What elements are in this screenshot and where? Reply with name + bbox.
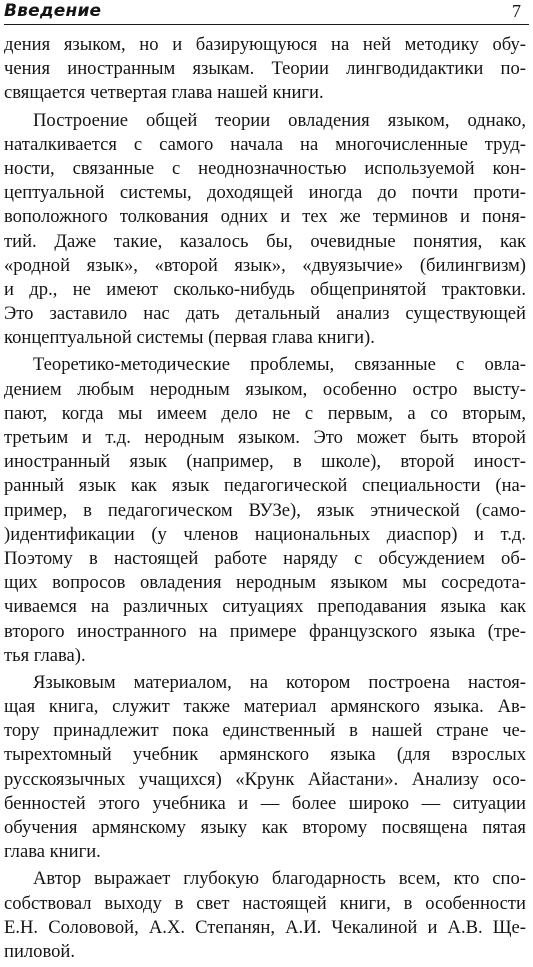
paragraph: [4, 109, 526, 351]
text-line: тору принадлежит пока единственный в нашей стране че-: [4, 720, 526, 742]
text-line: и др., не имеют сколько-нибудь общепринятой трактовки.: [4, 278, 526, 300]
text-line: обучения армянскому языку как второму посвящена пятая: [4, 817, 526, 838]
text-line: воположного толкования одних и тех же терминов и поня-: [4, 206, 526, 228]
text-line: Языковым материалом, на котором построена настоя-: [33, 671, 526, 693]
text-line: )идентификации (у членов национальных диаспор) и т.д.: [4, 523, 526, 545]
text-line: Теоретико-методические проблемы, связанные с овла-: [33, 354, 526, 376]
text-line: чиваемся на различных ситуациях преподавания языка как: [4, 596, 526, 618]
text-line: Поэтому в настоящей работе наряду с обсуждением об-: [4, 547, 526, 569]
text-line: тий. Даже такие, казалось бы, очевидные понятия, как: [4, 230, 526, 252]
text-line: тья глава).: [4, 644, 86, 666]
page-number: 7: [512, 1, 521, 21]
text-line: дения языком, но и базирующуюся на ней методику обу-: [4, 34, 526, 55]
paragraph: [4, 867, 526, 964]
text-line: свящается четвертая глава нашей книги.: [4, 82, 324, 104]
text-line: наталкивается с самого начала на многочисленные труд-: [4, 133, 526, 155]
body-text: [4, 33, 526, 967]
text-line: Е.Н. Солововой, А.Х. Степанян, А.И. Чекалиной и А.В. Ще-: [4, 916, 526, 938]
text-line: Это заставило нас дать детальный анализ существующей: [4, 303, 526, 325]
text-line: иностранный язык (например, в школе), второй иност-: [4, 451, 526, 473]
text-line: собствовал выходу в свет настоящей книги, в особенности: [4, 892, 526, 914]
paragraph: [4, 353, 526, 667]
text-line: пают, когда мы имеем дело не с первым, а со вторым,: [4, 402, 526, 424]
text-line: цептуальной системы, доходящей иногда до почти проти-: [4, 182, 526, 204]
text-line: второго иностранного на примере французского языка (тре-: [4, 620, 526, 642]
text-line: русскоязычных учащихся) «Крунк Айастани». Анализу осо-: [4, 768, 526, 790]
text-line: щая книга, служит также материал армянского языка. Ав-: [4, 696, 526, 718]
text-line: третьим и т.д. неродным языком. Это может быть второй: [4, 427, 526, 448]
text-line: ранный язык как язык педагогической специальности (на-: [4, 475, 526, 497]
text-line: пример, в педагогическом ВУЗе), язык этнической (само-: [4, 499, 526, 521]
text-line: концептуальной системы (первая глава книги).: [4, 327, 375, 349]
text-line: чения иностранным языкам. Теории лингводидактики по-: [4, 58, 526, 80]
text-line: Автор выражает глубокую благодарность всем, кто спо-: [33, 868, 526, 890]
paragraph: [4, 671, 526, 865]
text-line: Построение общей теории овладения языком, однако,: [33, 109, 526, 131]
text-line: тырехтомный учебник армянского языка (для взрослых: [4, 744, 526, 766]
text-line: щих вопросов овладения неродным языком мы сосредота-: [4, 572, 526, 594]
paragraph: [4, 33, 526, 106]
text-line: пиловой.: [4, 940, 76, 962]
text-line: «родной язык», «второй язык», «двуязычие» (билингвизм): [4, 254, 526, 276]
text-line: глава книги.: [4, 841, 101, 863]
running-header: [4, 0, 529, 25]
text-line: ности, связанные с неоднозначностью используемой кон-: [4, 157, 526, 179]
running-title: Введение: [4, 1, 102, 21]
text-line: дением любым неродным языком, особенно остро высту-: [4, 378, 526, 400]
text-line: бенностей этого учебника и — более широко — ситуации: [4, 792, 526, 814]
